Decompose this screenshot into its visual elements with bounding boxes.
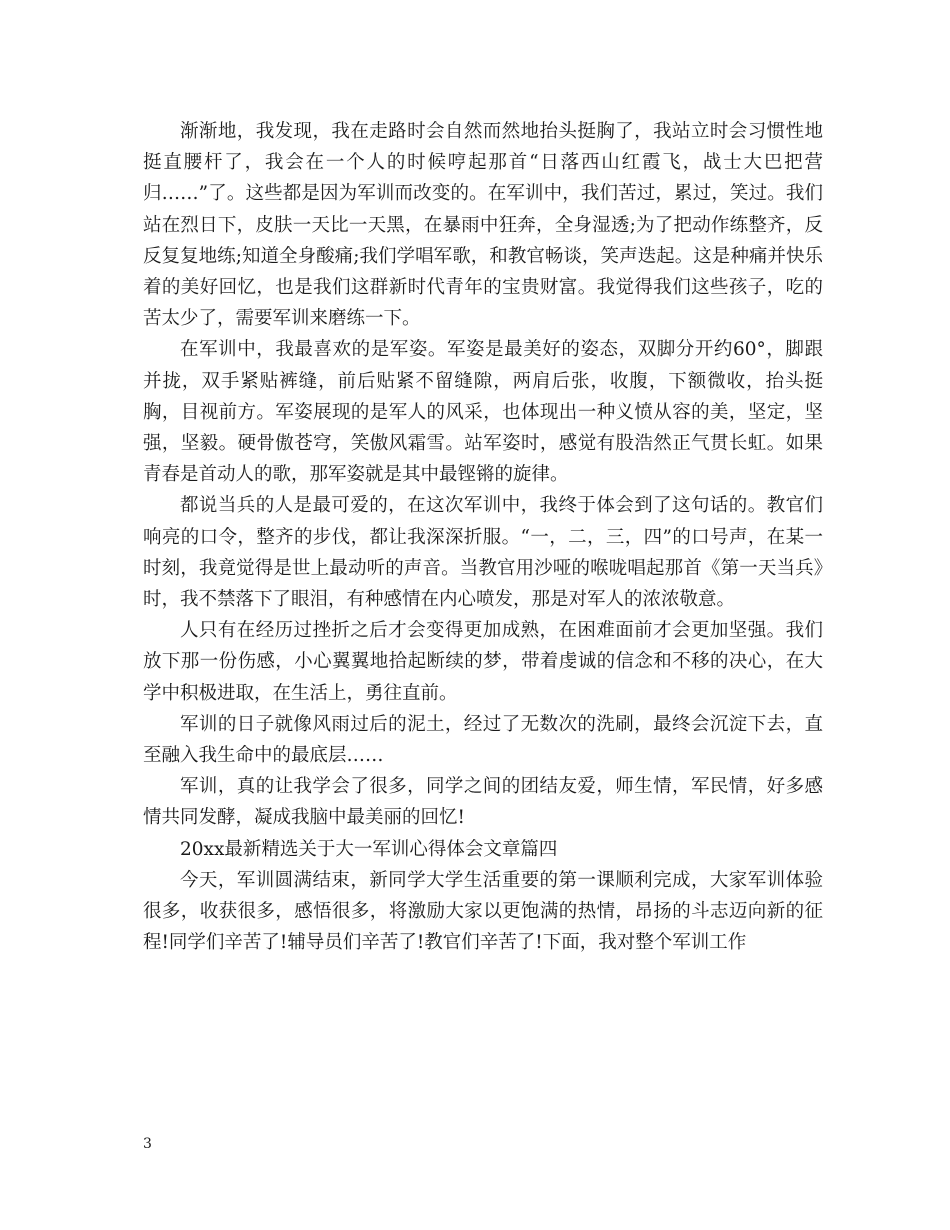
paragraph-6: 军训，真的让我学会了很多，同学之间的团结友爱，师生情，军民情，好多感情共同发酵，凝成我脑中最美丽的回忆! [143, 776, 823, 829]
body-text [143, 116, 823, 958]
section-heading: 20xx最新精选关于大一军训心得体会文章篇四 [180, 838, 558, 860]
paragraph-4: 人只有在经历过挫折之后才会变得更加成熟，在困难面前才会更加坚强。我们放下那一份伤感，小心翼翼地拾起断续的梦，带着虔诚的信念和不移的决心，在大学中积极进取，在生活上，勇往直前。 [143, 620, 823, 704]
paragraph-3: 都说当兵的人是最可爱的，在这次军训中，我终于体会到了这句话的。教官们响亮的口令，整齐的步伐，都让我深深折服。“一，二，三，四”的口号声，在某一时刻，我竟觉得是世上最动听的声音。当教官用沙哑的喉咙唱起那首《第一天当兵》时，我不禁落下了眼泪，有种感情在内心喷发，那是对军人的浓浓敬意。 [143, 495, 823, 611]
paragraph-1: 渐渐地，我发现，我在走路时会自然而然地抬头挺胸了，我站立时会习惯性地挺直腰杆了，我会在一个人的时候哼起那首“日落西山红霞飞，战士大巴把营归……”了。这些都是因为军训而改变的。在军训中，我们苦过，累过，笑过。我们站在烈日下，皮肤一天比一天黑，在暴雨中狂奔，全身湿透;为了把动作练整齐，反反复复地练;知道全身酸痛;我们学唱军歌，和教官畅谈，笑声迭起。这是种痛并快乐着的美好回忆，也是我们这群新时代青年的宝贵财富。我觉得我们这些孩子，吃的苦太少了，需要军训来磨练一下。 [143, 121, 823, 330]
paragraph-7: 今天，军训圆满结束，新同学大学生活重要的第一课顺利完成，大家军训体验很多，收获很多，感悟很多，将激励大家以更饱满的热情，昂扬的斗志迈向新的征程!同学们辛苦了!辅导员们辛苦了!教官们辛苦了!下面，我对整个军训工作 [143, 869, 823, 954]
paragraph-2: 在军训中，我最喜欢的是军姿。军姿是最美好的姿态，双脚分开约60°，脚跟并拢，双手紧贴裤缝，前后贴紧不留缝隙，两肩后张，收腹，下额微收，抬头挺胸，目视前方。军姿展现的是军人的风采，也体现出一种义愤从容的美，坚定，坚强，坚毅。硬骨傲苍穹，笑傲风霜雪。站军姿时，感觉有股浩然正气贯长虹。如果青春是首动人的歌，那军姿就是其中最铿锵的旋律。 [143, 339, 823, 486]
page-number: 3 [143, 1136, 152, 1152]
paragraph-5: 军训的日子就像风雨过后的泥土，经过了无数次的洗刷，最终会沉淀下去，直至融入我生命中的最底层…… [143, 713, 823, 767]
